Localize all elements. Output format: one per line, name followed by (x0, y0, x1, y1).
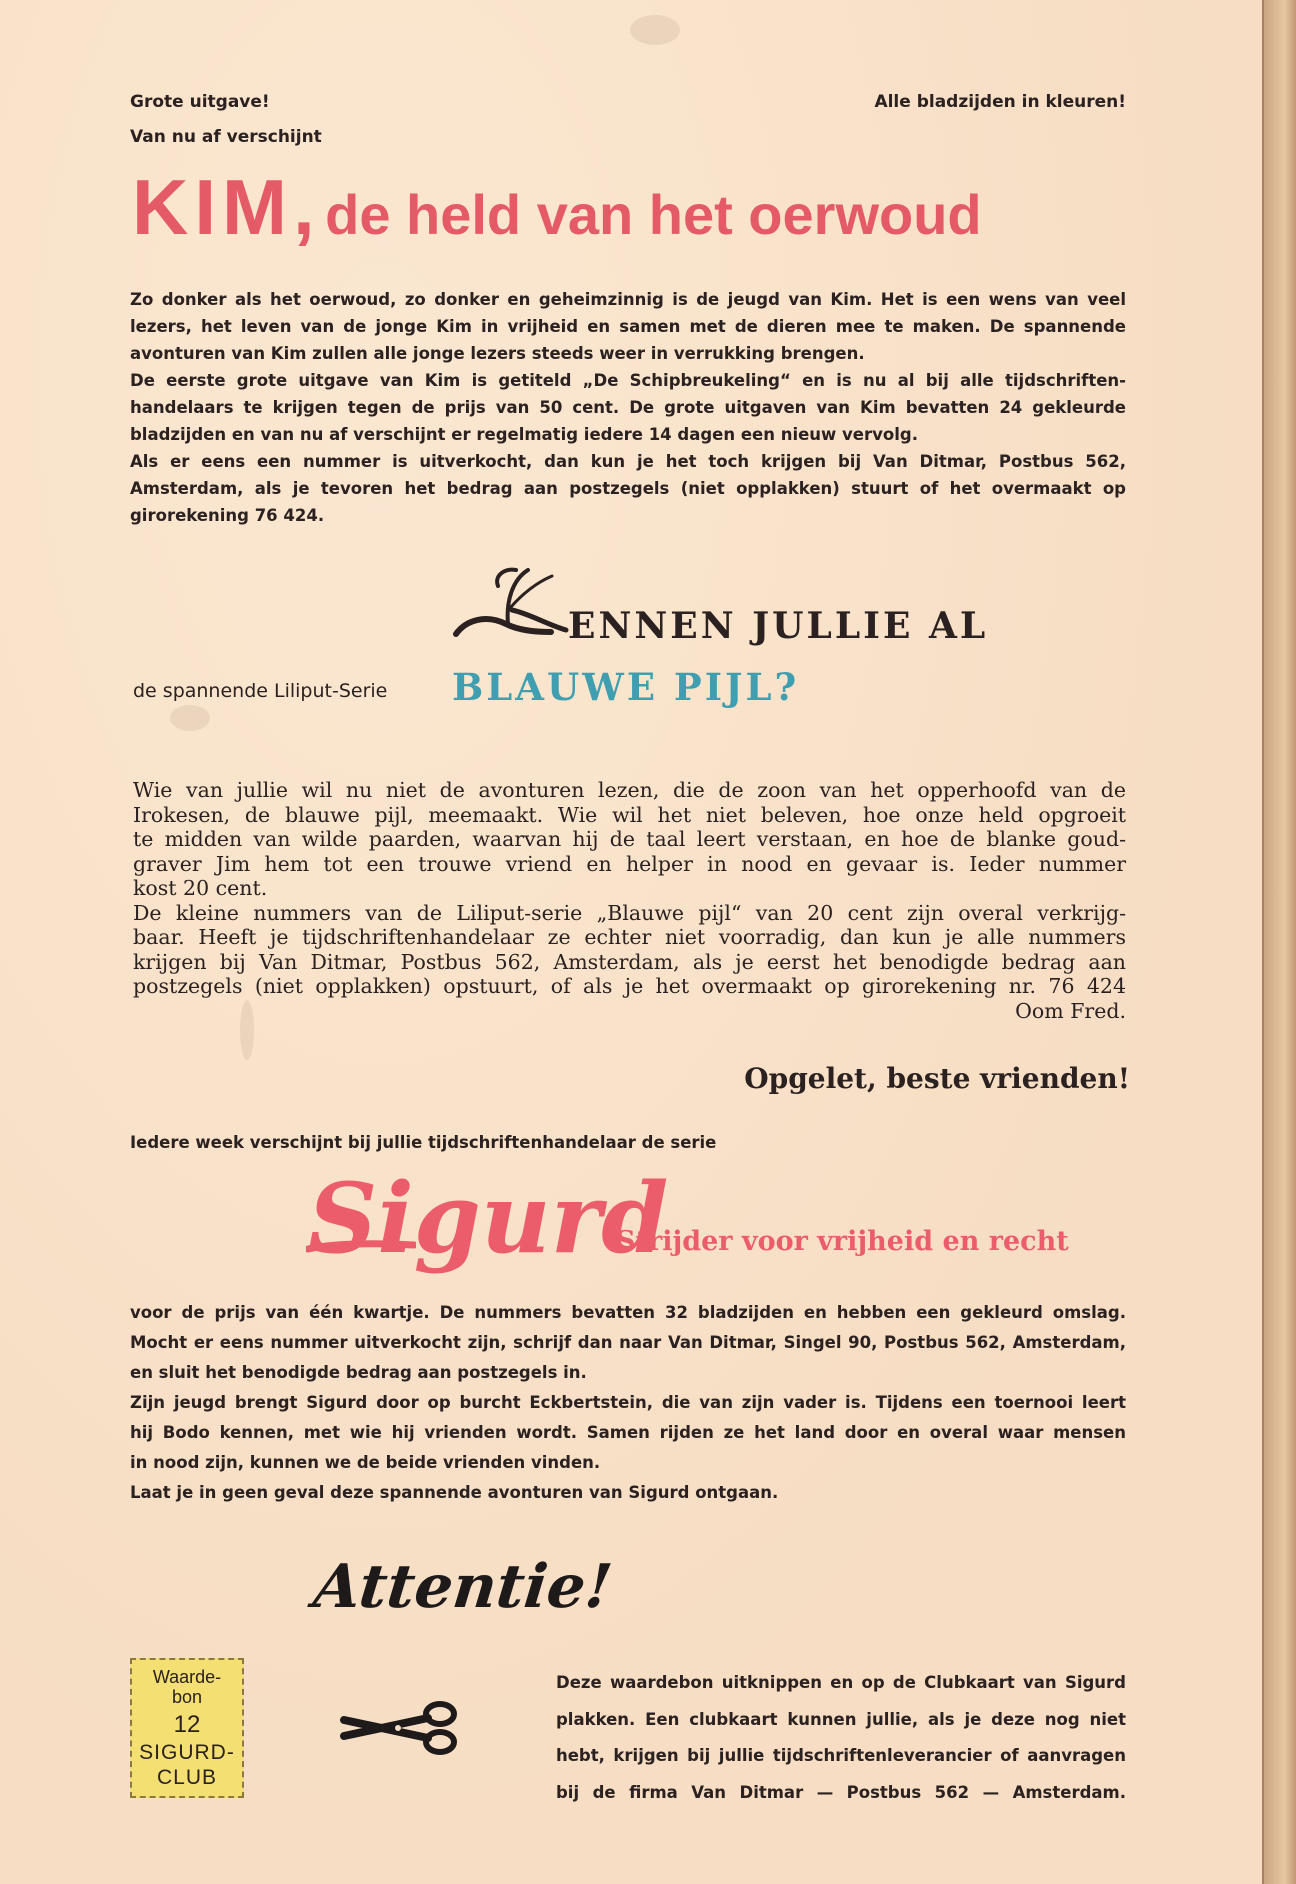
kim-line: lezers, het leven van de jonge Kim in vrijheid en samen met de dieren mee te maken. De spannende (130, 317, 1126, 336)
kennen-heading: ENNEN JULLIE AL (568, 605, 989, 647)
blauwe-line: baar. Heeft je tijdschriftenhandelaar ze echter niet voorradig, dan kun je alle nummers (133, 925, 1126, 949)
sigurd-intro: Iedere week verschijnt bij jullie tijdschriftenhandelaar de serie (130, 1133, 717, 1152)
attentie-line: hebt, krijgen bij jullie tijdschriftenleverancier of aanvragen (556, 1746, 1126, 1765)
blauwe-line: kost 20 cent. (133, 876, 268, 900)
attentie-line: bij de firma Van Ditmar — Postbus 562 — Amsterdam. (556, 1782, 1126, 1802)
paper-stain (170, 705, 210, 731)
header-left-line2: Van nu af verschijnt (130, 127, 322, 147)
attentie-line: plakken. Een clubkaart kunnen jullie, als je deze nog niet (556, 1709, 1126, 1729)
opgelet-heading: Opgelet, beste vrienden! (744, 1062, 1130, 1095)
sigurd-subtitle: Strijder voor vrijheid en recht (616, 1226, 1069, 1257)
coupon-line2: bon (171, 1687, 203, 1707)
liliput-intro: de spannende Liliput-Serie (133, 680, 388, 702)
signature: Oom Fred. (1015, 998, 1126, 1023)
attentie-line: Deze waardebon uitknippen en op de Clubkaart van Sigurd (556, 1673, 1126, 1692)
blauwe-line: postzegels (niet opplakken) opstuurt, of als je het overmaakt op girorekening nr. 76 424 (133, 974, 1126, 998)
header-left-line1: Grote uitgave! (130, 92, 270, 112)
kim-line: Als er eens een nummer is uitverkocht, dan kun je het toch krijgen bij Van Ditmar, Postbus 562, (130, 452, 1126, 471)
kim-line: avonturen van Kim zullen alle jonge lezers steeds weer in verrukking brengen. (130, 344, 865, 363)
sigurd-body (130, 1298, 1126, 1508)
coupon-line3: SIGURD- (139, 1741, 235, 1764)
sigurd-logo: Sigurd (308, 1162, 669, 1275)
blauwe-line: krijgen bij Van Ditmar, Postbus 562, Amsterdam, als je eerst het benodigde bedrag aan (133, 949, 1126, 974)
kim-line: girorekening 76 424. (130, 506, 325, 525)
blauwe-line: graver Jim hem tot een trouwe vriend en helper in nood en gevaar is. Ieder nummer (133, 851, 1126, 876)
blauwe-line: De kleine nummers van de Liliput-serie „Blauwe pijl“ van 20 cent zijn overal verkrijg- (133, 900, 1126, 925)
sigurd-line: en sluit het benodigde bedrag aan postzegels in. (130, 1363, 587, 1382)
page-edge-spine (1262, 0, 1296, 1884)
blauwe-pijl-body (133, 778, 1126, 1023)
kennen-initial-k (446, 562, 586, 642)
kim-title-rest: de held van het oerwoud (325, 183, 982, 246)
sigurd-line: hij Bodo kennen, met wie hij vrienden wordt. Samen rijden ze het land door en overal waar mensen (130, 1423, 1126, 1442)
paper-stain (630, 15, 680, 45)
kim-line: Zo donker als het oerwoud, zo donker en geheimzinnig is de jeugd van Kim. Het is een wens van veel (130, 290, 1126, 309)
sigurd-line: Zijn jeugd brengt Sigurd door op burcht Eckbertstein, die van zijn vader is. Tijdens een toernooi leert (130, 1393, 1126, 1412)
sigurd-line: Laat je in geen geval deze spannende avonturen van Sigurd ontgaan. (130, 1483, 779, 1502)
kennen-flourish-k (446, 562, 586, 642)
attentie-body (556, 1665, 1126, 1811)
kim-title-name: KIM, (132, 163, 321, 251)
blauwe-line: Wie van jullie wil nu niet de avonturen lezen, die de zoon van het opperhoofd van de (133, 778, 1126, 802)
kim-title (132, 162, 1032, 253)
coupon-line4: CLUB (156, 1766, 218, 1789)
coupon-line1: Waarde- (152, 1667, 222, 1687)
kim-line: De eerste grote uitgave van Kim is getiteld „De Schipbreukeling“ en is nu al bij alle tijdschriften- (130, 371, 1126, 390)
blauwe-line: Irokesen, de blauwe pijl, meemaakt. Wie wil het niet beleven, hoe onze held opgroeit (133, 802, 1126, 827)
scissors-icon (340, 1698, 460, 1758)
coupon-number: 12 (173, 1711, 201, 1738)
sigurd-line: in nood zijn, kunnen we de beide vrienden vinden. (130, 1453, 601, 1472)
attentie-heading: Attentie! (310, 1552, 616, 1622)
kim-line: bladzijden en van nu af verschijnt er regelmatig iedere 14 dagen een nieuw vervolg. (130, 425, 918, 444)
kim-line: handelaars te krijgen tegen de prijs van 50 cent. De grote uitgaven van Kim bevatten 24 gekleurde (130, 398, 1126, 417)
blauwe-line: te midden van wilde paarden, waarvan hij de taal leert verstaan, en hoe de blanke goud- (133, 827, 1126, 851)
waardebon-coupon[interactable] (130, 1658, 244, 1798)
sigurd-line: voor de prijs van één kwartje. De nummers bevatten 32 bladzijden en hebben een gekleurd omslag. (130, 1303, 1126, 1322)
kim-line: Amsterdam, als je tevoren het bedrag aan postzegels (niet opplakken) stuurt of het overmaakt op (130, 479, 1126, 498)
header-right: Alle bladzijden in kleuren! (874, 92, 1126, 112)
blauwe-pijl-title: BLAUWE PIJL? (452, 665, 800, 709)
kim-body (130, 286, 1126, 529)
sigurd-line: Mocht er eens nummer uitverkocht zijn, schrijf dan naar Van Ditmar, Singel 90, Postbus 562, Amsterdam, (130, 1333, 1126, 1352)
